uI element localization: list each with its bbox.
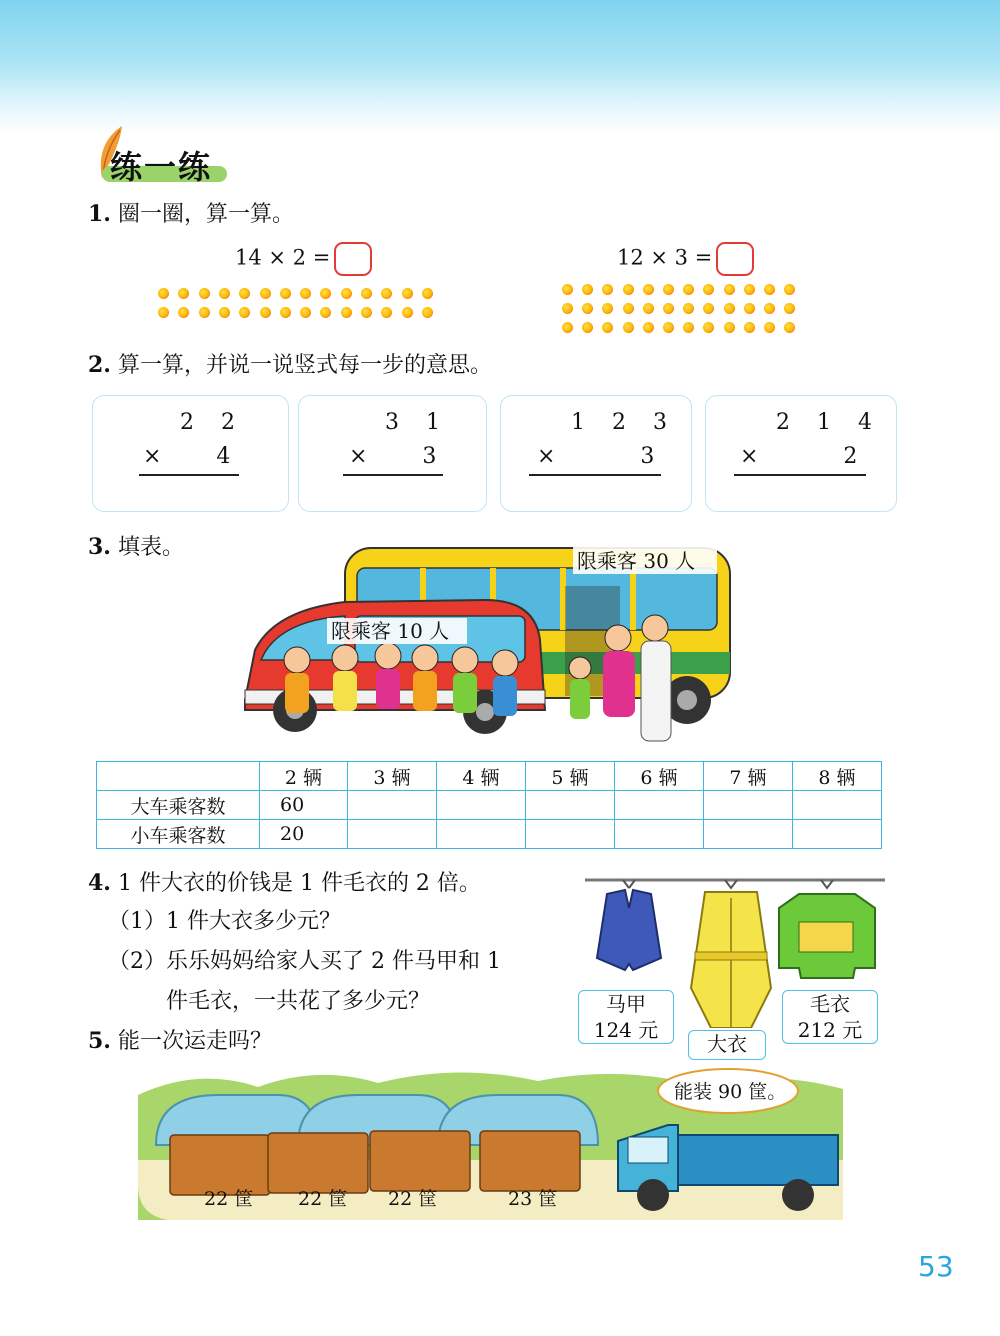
page-header-gradient — [0, 0, 1000, 135]
counting-dot — [663, 303, 674, 314]
table-cell-blank[interactable] — [793, 791, 882, 820]
calc-4-top: 2 1 4 — [776, 410, 882, 435]
question-5-text: 能一次运走吗？ — [117, 1029, 272, 1054]
question-4-sub-2-line-1: （2）乐乐妈妈给家人买了 2 件马甲和 1 — [108, 949, 501, 974]
counting-dot — [643, 303, 654, 314]
counting-dot — [562, 322, 573, 333]
counting-dot — [381, 288, 392, 299]
counting-dot — [784, 322, 795, 333]
counting-dot — [703, 303, 714, 314]
equation-right — [617, 242, 754, 276]
table-header-row — [97, 762, 882, 791]
table-cell-blank[interactable] — [793, 820, 882, 849]
table-header-cell: 2 辆 — [260, 762, 348, 791]
row-label: 大车乘客数 — [97, 791, 260, 820]
question-4-sub-1: （1）1 件大衣多少元？ — [108, 909, 341, 934]
table-cell-blank[interactable] — [526, 820, 615, 849]
question-4-number: 4. — [88, 870, 111, 896]
table-header-cell: 3 辆 — [348, 762, 437, 791]
counting-dot — [381, 307, 392, 318]
counting-dot — [764, 284, 775, 295]
question-5 — [88, 1024, 272, 1055]
counting-dot — [602, 322, 613, 333]
basket-count-1: 22 筐 — [204, 1188, 254, 1210]
question-3 — [88, 530, 184, 561]
counting-dot — [784, 284, 795, 295]
calc-3-bottom: × 3 — [537, 444, 655, 469]
question-3-number: 3. — [88, 534, 111, 560]
counting-dot — [703, 284, 714, 295]
counting-dot — [361, 307, 372, 318]
calc-4-bottom: × 2 — [740, 444, 858, 469]
counting-dot — [683, 322, 694, 333]
counting-dot — [683, 284, 694, 295]
table-cell-blank[interactable] — [348, 820, 437, 849]
table-cell-blank[interactable] — [437, 820, 526, 849]
table-cell: 60 — [260, 791, 348, 820]
counting-dot — [239, 307, 250, 318]
question-4-text: 1 件大衣的价钱是 1 件毛衣的 2 倍。 — [117, 871, 481, 896]
counting-dot — [623, 284, 634, 295]
table-cell-blank[interactable] — [437, 791, 526, 820]
table-row — [97, 820, 882, 849]
passenger-table — [96, 761, 882, 849]
counting-dot — [300, 307, 311, 318]
counting-dot — [582, 322, 593, 333]
calc-4-line — [734, 474, 866, 476]
counting-dot — [219, 288, 230, 299]
basket-stack-icon — [170, 1131, 580, 1195]
counting-dot — [320, 288, 331, 299]
counting-dot — [784, 303, 795, 314]
calc-1-top: 2 2 — [180, 410, 245, 435]
calc-2-top: 3 1 — [385, 410, 450, 435]
question-3-text: 填表。 — [117, 535, 184, 560]
counting-dot — [178, 307, 189, 318]
table-cell-blank[interactable] — [704, 820, 793, 849]
truck-capacity-text: 能装 90 筐。 — [674, 1081, 787, 1103]
counting-dot — [663, 284, 674, 295]
counting-dot — [623, 303, 634, 314]
counting-dot — [602, 284, 613, 295]
counting-dot — [724, 284, 735, 295]
question-2-number: 2. — [88, 352, 111, 378]
counting-dot — [260, 307, 271, 318]
table-header-cell: 8 辆 — [793, 762, 882, 791]
vertical-calc-1[interactable] — [92, 395, 289, 512]
counting-dot — [562, 303, 573, 314]
counting-dot — [643, 322, 654, 333]
counting-dot — [724, 303, 735, 314]
vertical-calc-2[interactable] — [298, 395, 487, 512]
sweater-price-card — [782, 990, 878, 1044]
calc-2-bottom: × 3 — [349, 444, 437, 469]
counting-dot — [158, 288, 169, 299]
table-cell: 20 — [260, 820, 348, 849]
calc-1-bottom: × 4 — [143, 444, 231, 469]
question-4-sub-2-line-2: 件毛衣，一共花了多少元？ — [166, 989, 431, 1014]
table-header-cell: 7 辆 — [704, 762, 793, 791]
table-cell-blank[interactable] — [615, 820, 704, 849]
table-cell-blank[interactable] — [526, 791, 615, 820]
answer-box-right[interactable] — [716, 242, 754, 276]
bus-and-van-illustration — [235, 540, 745, 750]
sweater-price: 212 元 — [797, 1018, 863, 1042]
counting-dot — [199, 288, 210, 299]
calc-1-line — [139, 474, 239, 476]
vest-price-card — [578, 990, 674, 1044]
table-header-cell: 5 辆 — [526, 762, 615, 791]
van-capacity-sign: 限乘客 10 人 — [331, 619, 450, 643]
answer-box-left[interactable] — [334, 242, 372, 276]
counting-dot — [239, 288, 250, 299]
section-heading — [92, 122, 252, 192]
table-row — [97, 791, 882, 820]
counting-dot — [623, 322, 634, 333]
table-cell-blank[interactable] — [704, 791, 793, 820]
counting-dot — [402, 288, 413, 299]
counting-dot — [643, 284, 654, 295]
counting-dot — [219, 307, 230, 318]
counting-dot — [300, 288, 311, 299]
counting-dot — [341, 288, 352, 299]
vest-name: 马甲 — [606, 992, 646, 1016]
counting-dot — [744, 284, 755, 295]
counting-dot — [320, 307, 331, 318]
counting-dot — [602, 303, 613, 314]
question-1 — [88, 197, 294, 228]
counting-dot — [158, 307, 169, 318]
counting-dot — [199, 307, 210, 318]
vest-icon — [597, 880, 661, 970]
counting-dot — [744, 303, 755, 314]
counting-dot — [582, 303, 593, 314]
calc-2-line — [343, 474, 443, 476]
calc-3-top: 1 2 3 — [571, 410, 677, 435]
question-1-number: 1. — [88, 201, 111, 227]
farm-truck-illustration — [138, 1065, 843, 1220]
counting-dot — [341, 307, 352, 318]
table-header-cell: 4 辆 — [437, 762, 526, 791]
counting-dot — [663, 322, 674, 333]
equation-left-text: 14 × 2 = — [235, 245, 331, 270]
counting-dot — [582, 284, 593, 295]
coat-icon — [691, 880, 771, 1028]
basket-count-2: 22 筐 — [298, 1188, 348, 1210]
counting-dot — [422, 307, 433, 318]
question-2 — [88, 348, 492, 379]
table-cell-blank[interactable] — [615, 791, 704, 820]
sweater-icon — [779, 880, 875, 978]
equation-right-text: 12 × 3 = — [617, 245, 713, 270]
bus-capacity-sign: 限乘客 30 人 — [577, 549, 696, 573]
table-header-cell — [97, 762, 260, 791]
counting-dot — [402, 307, 413, 318]
question-1-text: 圈一圈，算一算。 — [117, 202, 294, 227]
sweater-name: 毛衣 — [810, 992, 850, 1016]
counting-dot — [764, 322, 775, 333]
section-title: 练一练 — [110, 148, 213, 186]
counting-dot — [361, 288, 372, 299]
table-header-cell: 6 辆 — [615, 762, 704, 791]
basket-count-3: 22 筐 — [388, 1188, 438, 1210]
counting-dot — [260, 288, 271, 299]
question-2-text: 算一算，并说一说竖式每一步的意思。 — [117, 353, 492, 378]
speech-bubble — [658, 1069, 798, 1113]
equation-left — [235, 242, 372, 276]
counting-dot — [764, 303, 775, 314]
counting-dot — [703, 322, 714, 333]
question-4 — [88, 866, 481, 897]
counting-dot — [724, 322, 735, 333]
counting-dot — [280, 307, 291, 318]
table-cell-blank[interactable] — [348, 791, 437, 820]
vertical-calc-3[interactable] — [500, 395, 692, 512]
counting-dot — [422, 288, 433, 299]
counting-dot — [562, 284, 573, 295]
counting-dot — [178, 288, 189, 299]
calc-3-line — [529, 474, 661, 476]
basket-count-4: 23 筐 — [508, 1188, 558, 1210]
counting-dot — [683, 303, 694, 314]
row-label: 小车乘客数 — [97, 820, 260, 849]
coat-name: 大衣 — [707, 1032, 747, 1056]
vertical-calc-4[interactable] — [705, 395, 897, 512]
counting-dot — [280, 288, 291, 299]
page-number: 53 — [918, 1250, 954, 1283]
question-5-number: 5. — [88, 1028, 111, 1054]
counting-dot — [744, 322, 755, 333]
coat-label-card — [688, 1030, 766, 1060]
vest-price: 124 元 — [593, 1018, 659, 1042]
